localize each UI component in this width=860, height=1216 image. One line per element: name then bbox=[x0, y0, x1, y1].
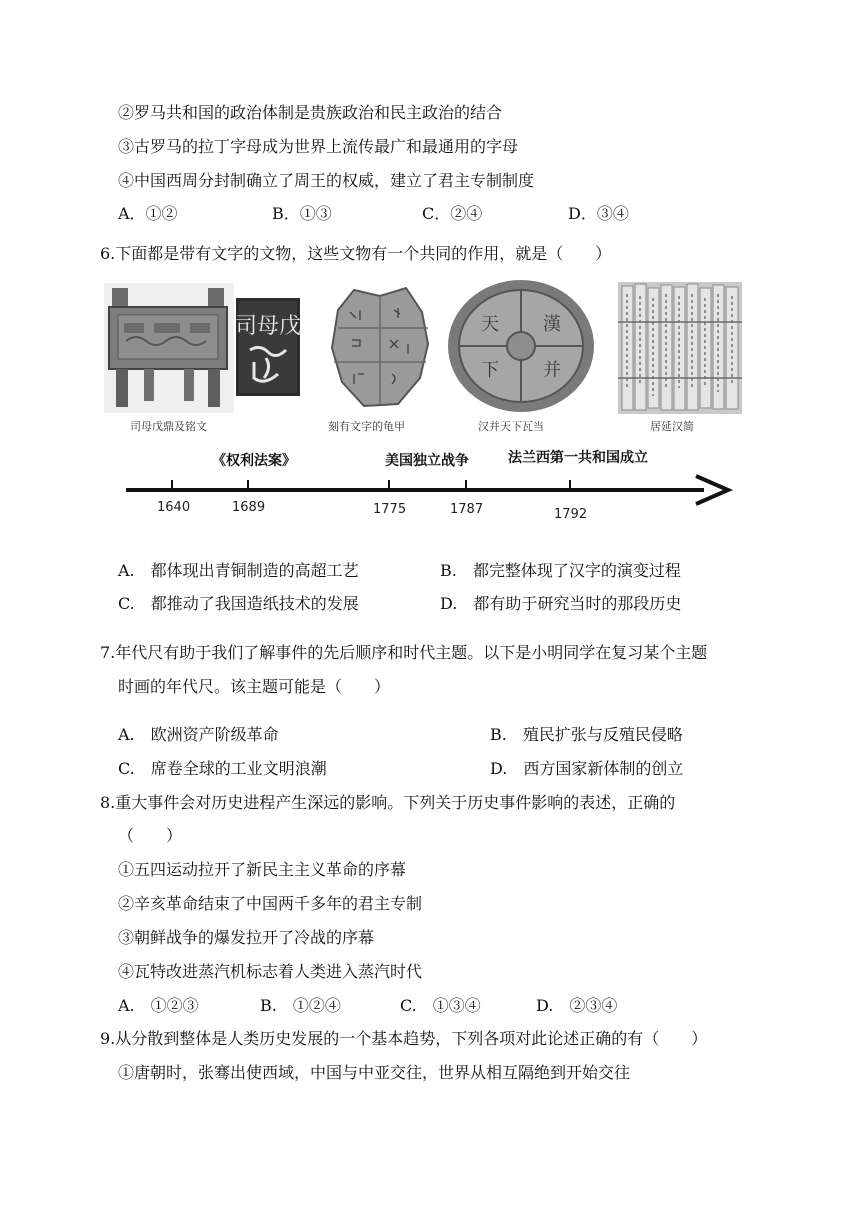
inscription-text: 司母戊 bbox=[236, 314, 300, 339]
year-1792: 1792 bbox=[554, 507, 588, 522]
tile-char-3: 并 bbox=[543, 360, 561, 381]
q7-option-a: A. 欧洲资产阶级革命 bbox=[118, 725, 279, 744]
caption-tile-end: 汉并天下瓦当 bbox=[478, 420, 544, 433]
year-1787: 1787 bbox=[450, 502, 484, 517]
q8-option-d: D. ②③④ bbox=[536, 996, 618, 1015]
q8-statement-2: ②辛亥革命结束了中国两千多年的君主专制 bbox=[118, 894, 423, 913]
tile-char-1: 天 bbox=[481, 314, 499, 335]
tile-char-2: 下 bbox=[481, 360, 499, 381]
q6-option-c: C. 都推动了我国造纸技术的发展 bbox=[118, 594, 359, 613]
caption-oracle-bone: 刻有文字的龟甲 bbox=[328, 420, 405, 433]
ding-image bbox=[104, 283, 234, 413]
q9-statement-1: ①唐朝时，张骞出使西域，中国与中亚交往，世界从相互隔绝到开始交往 bbox=[118, 1063, 631, 1082]
timeline-axis bbox=[124, 470, 734, 510]
year-1689: 1689 bbox=[232, 500, 266, 515]
q9-stem: 9.从分散到整体是人类历史发展的一个基本趋势，下列各项对此论述正确的有（ ） bbox=[100, 1029, 708, 1048]
q5-option-a: A．①② bbox=[118, 204, 178, 223]
q5-option-c: C．②④ bbox=[422, 204, 483, 223]
q7-stem-line-2: 时画的年代尺。该主题可能是（ ） bbox=[118, 677, 391, 696]
q8-option-c: C. ①③④ bbox=[400, 996, 481, 1015]
q7-option-d: D. 西方国家新体制的创立 bbox=[490, 759, 684, 778]
caption-bamboo-slips: 居延汉简 bbox=[650, 420, 694, 433]
q8-statement-1: ①五四运动拉开了新民主主义革命的序幕 bbox=[118, 860, 407, 879]
timeline-label-american-revolution: 美国独立战争 bbox=[385, 453, 469, 469]
q8-stem-line-1: 8.重大事件会对历史进程产生深远的影响。下列关于历史事件影响的表述，正确的 bbox=[100, 793, 676, 812]
caption-ding: 司母戊鼎及铭文 bbox=[130, 420, 207, 433]
q8-statement-3: ③朝鲜战争的爆发拉开了冷战的序幕 bbox=[118, 928, 375, 947]
q6-option-b: B. 都完整体现了汉字的演变过程 bbox=[440, 561, 681, 580]
q5-statement-2: ②罗马共和国的政治体制是贵族政治和民主政治的结合 bbox=[118, 103, 503, 122]
q5-statement-4: ④中国西周分封制确立了周王的权威，建立了君主专制制度 bbox=[118, 171, 535, 190]
inscription-rubbing-image bbox=[236, 298, 300, 396]
oracle-bone-image bbox=[324, 282, 436, 410]
q8-statement-4: ④瓦特改进蒸汽机标志着人类进入蒸汽时代 bbox=[118, 962, 423, 981]
q7-stem-line-1: 7.年代尺有助于我们了解事件的先后顺序和时代主题。以下是小明同学在复习某个主题 bbox=[100, 643, 708, 662]
q5-option-b: B．①③ bbox=[272, 204, 332, 223]
q5-option-d: D．③④ bbox=[568, 204, 629, 223]
year-1640: 1640 bbox=[157, 500, 191, 515]
q8-stem-line-2: （ ） bbox=[118, 826, 183, 845]
tile-end-image bbox=[446, 278, 596, 414]
q7-option-b: B. 殖民扩张与反殖民侵略 bbox=[490, 725, 683, 744]
q6-stem: 6.下面都是带有文字的文物，这些文物有一个共同的作用，就是（ ） bbox=[100, 244, 612, 263]
q6-option-d: D. 都有助于研究当时的那段历史 bbox=[440, 594, 682, 613]
q5-statement-3: ③古罗马的拉丁字母成为世界上流传最广和最通用的字母 bbox=[118, 137, 519, 156]
q7-option-c: C. 席卷全球的工业文明浪潮 bbox=[118, 759, 327, 778]
timeline-label-french-republic: 法兰西第一共和国成立 bbox=[508, 450, 648, 466]
bamboo-slips-image bbox=[618, 282, 742, 414]
q8-option-b: B. ①②④ bbox=[260, 996, 341, 1015]
year-1775: 1775 bbox=[373, 502, 407, 517]
tile-char-4: 漢 bbox=[543, 314, 561, 335]
q8-option-a: A. ①②③ bbox=[118, 996, 199, 1015]
timeline-label-bill-of-rights: 《权利法案》 bbox=[212, 453, 296, 469]
q6-option-a: A. 都体现出青铜制造的高超工艺 bbox=[118, 561, 359, 580]
